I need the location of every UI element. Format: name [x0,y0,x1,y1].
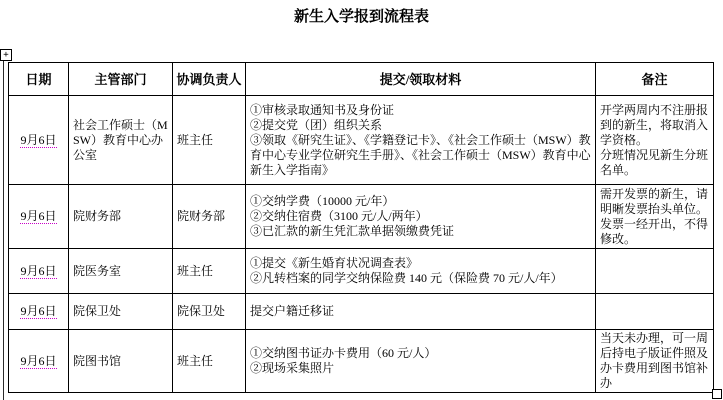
header-coordinator: 协调负责人 [173,63,246,96]
cell-date [9,96,69,185]
date-text: 9月6日 [20,263,57,278]
cell-materials [246,249,596,294]
cell-remarks [596,294,714,330]
material-item: ①交纳图书证办卡费用（60 元/人） [250,346,437,360]
material-item: ②交纳住宿费（3100 元/人/两年） [250,209,428,223]
header-department: 主管部门 [69,63,173,96]
cell-coordinator: 院保卫处 [173,294,246,330]
cell-materials [246,96,596,185]
cell-department: 院医务室 [69,249,173,294]
cell-remarks [596,249,714,294]
cell-date [9,249,69,294]
cell-date [9,294,69,330]
table-header-row [9,63,714,96]
material-item: ②凡转档案的同学交纳保险费 140 元（保险费 70 元/人/年） [250,271,563,285]
cell-remarks [596,330,714,393]
material-item: ①审核录取通知书及身份证 [250,102,395,117]
cell-materials [246,185,596,249]
cell-department: 院财务部 [69,185,173,249]
cell-department: 社会工作硕士（MSW）教育中心办公室 [69,96,173,185]
header-materials: 提交/领取材料 [246,63,596,96]
table-row [9,249,714,294]
material-item: ③已汇款的新生凭汇款单据领缴费凭证 [250,224,455,238]
cell-date [9,330,69,393]
date-text: 9月6日 [20,353,57,368]
table-move-handle-icon[interactable]: + [0,49,12,61]
date-text: 9月6日 [20,132,57,147]
cell-coordinator: 班主任 [173,96,246,185]
table-row [9,330,714,393]
header-date: 日期 [9,63,69,96]
cell-department: 院图书馆 [69,330,173,393]
table-row [9,96,714,185]
text-boundary-line [3,52,4,400]
remark-item: 当天未办理，可一周后持电子版证件照及办卡费用到图书馆补办 [600,331,709,390]
enrollment-flow-table [8,62,714,393]
cell-department: 院保卫处 [69,294,173,330]
date-text: 9月6日 [20,304,57,318]
remark-item: 需开发票的新生，请明晰发票抬头单位。发票一经开出，不得修改。 [600,186,709,246]
remark-item: 分班情况见新生分班名单。 [600,147,709,177]
material-item: 提交户籍迁移证 [250,304,335,318]
cell-materials [246,294,596,330]
header-remarks: 备注 [596,63,714,96]
cell-coordinator: 院财务部 [173,185,246,249]
material-item: ③领取《研究生证》、《学籍登记卡》、《社会工作硕士（MSW）教育中心专业学位研究生手册》、《社会工作硕士（MSW）教育中心新生入学指南》 [250,132,591,177]
cell-remarks [596,185,714,249]
cell-remarks [596,96,714,185]
cell-materials [246,330,596,393]
remark-item: 开学两周内不注册报到的新生，将取消入学资格。 [600,102,709,147]
material-item: ②现场采集照片 [250,361,335,375]
cell-date [9,185,69,249]
cell-coordinator: 班主任 [173,249,246,294]
material-item: ②提交党（团）组织关系 [250,117,383,132]
material-item: ①提交《新生婚育状况调查表》 [250,256,419,270]
cell-coordinator: 班主任 [173,330,246,393]
date-text: 9月6日 [20,209,57,223]
table-resize-handle[interactable] [712,389,722,399]
table-row [9,294,714,330]
material-item: ①交纳学费（10000 元/年） [250,194,395,208]
page-title: 新生入学报到流程表 [293,9,429,25]
table-row [9,185,714,249]
